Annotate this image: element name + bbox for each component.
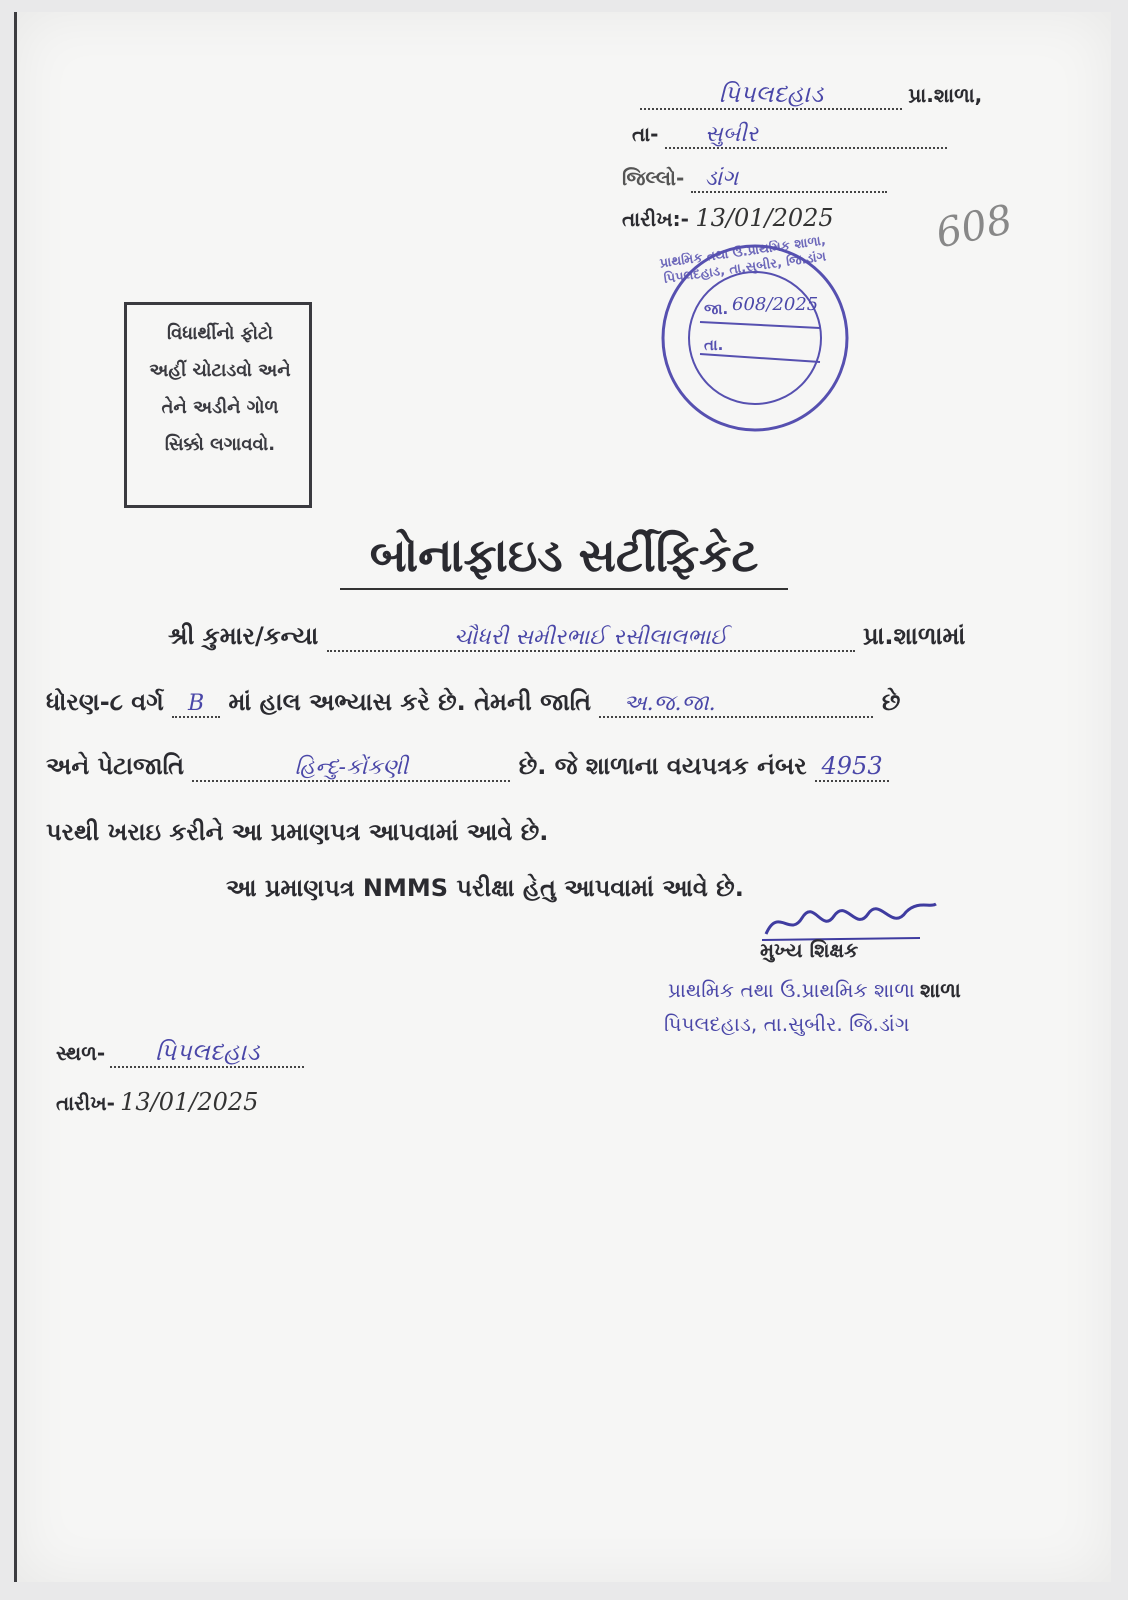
certificate-title: બોનાફાઇડ સર્ટીફિકેટ <box>340 528 788 590</box>
school-stamp <box>650 233 860 438</box>
signature-title: મુખ્ય શિક્ષક <box>760 938 859 962</box>
footer-date-hand: 13/01/2025 <box>120 1088 259 1116</box>
header-taluka-line <box>632 122 947 149</box>
header-district-line <box>622 166 887 193</box>
margin-number: 608 <box>932 196 1017 258</box>
signature-address-hand: પિપલદહાડ, તા.સુબીર. જિ.ડાંગ <box>664 1012 910 1036</box>
district-label: જિલ્લો- <box>622 166 685 190</box>
stamp-number-label: જા. <box>704 300 729 318</box>
subcaste-hand: હિન્દુ-કોંકણી <box>192 755 510 782</box>
taluka-label: તા- <box>632 122 659 146</box>
class-hand: B <box>172 691 220 718</box>
date-label: તારીખ:- <box>622 207 689 231</box>
line3-mid: છે. જે શાળાના વયપત્રક નંબર <box>518 752 807 780</box>
date-hand: 13/01/2025 <box>695 204 834 232</box>
line2-suffix: છે <box>881 688 901 716</box>
taluka-hand: સુબીર <box>665 122 947 149</box>
body-line-5: આ પ્રમાણપત્ર NMMS પરીક્ષા હેતુ આપવામાં આવે છે. <box>226 874 744 902</box>
header-school-line <box>640 80 982 110</box>
footer-date-label: તારીખ- <box>56 1091 115 1115</box>
stamp-date-label: તા. <box>704 336 724 354</box>
header-date-line <box>622 204 834 232</box>
footer-place-line <box>56 1038 304 1068</box>
photo-box-line: અહીં ચોટાડવો અને <box>149 360 291 381</box>
body-line-1 <box>168 622 965 652</box>
body-line-4: પરથી ખરાઇ કરીને આ પ્રમાણપત્ર આપવામાં આવે છે. <box>46 818 549 846</box>
school-suffix: પ્રા.શાળા, <box>908 83 983 107</box>
place-hand: પિપલદહાડ <box>110 1038 304 1068</box>
register-number-hand: 4953 <box>815 752 889 782</box>
district-hand: ડાંગ <box>691 166 887 193</box>
line2-prefix: ધોરણ-૮ વર્ગ <box>46 688 164 716</box>
body-line-2 <box>46 688 900 718</box>
photo-placeholder-box <box>124 302 312 508</box>
line3-prefix: અને પેટાજાતિ <box>46 752 184 780</box>
footer-date-line <box>56 1088 258 1116</box>
caste-hand: અ.જ.જા. <box>599 691 873 718</box>
line1-suffix: પ્રા.શાળામાં <box>862 622 966 650</box>
line1-prefix: શ્રી કુમાર/કન્યા <box>168 622 319 650</box>
line2-mid: માં હાલ અભ્યાસ કરે છે. તેમની જાતિ <box>228 688 592 716</box>
body-line-3 <box>46 752 889 782</box>
place-label: સ્થળ- <box>56 1041 106 1065</box>
school-name-hand: પિપલદહાડ <box>640 80 902 110</box>
stamp-number-hand: 608/2025 <box>732 294 819 315</box>
signature-school-suffix: શાળા <box>919 978 961 1002</box>
stamp-ring-text: પ્રાથમિક તથા ઉ.પ્રાથમિક શાળા, પિપલદહાડ, તા.સુબીર, જિ.ડાંગ <box>658 233 828 288</box>
photo-box-line: સિક્કો લગાવવો. <box>164 434 276 455</box>
signature-school-hand: પ્રાથમિક તથા ઉ.પ્રાથમિક શાળા <box>668 978 915 1002</box>
photo-box-line: વિધાર્થીનો ફોટો <box>167 323 273 344</box>
photo-box-line: તેને અડીને ગોળ <box>161 397 279 418</box>
student-name-hand: ચૌધરી સમીરભાઈ રસીલાલભાઈ <box>327 625 855 652</box>
signature-school-line <box>668 978 961 1002</box>
